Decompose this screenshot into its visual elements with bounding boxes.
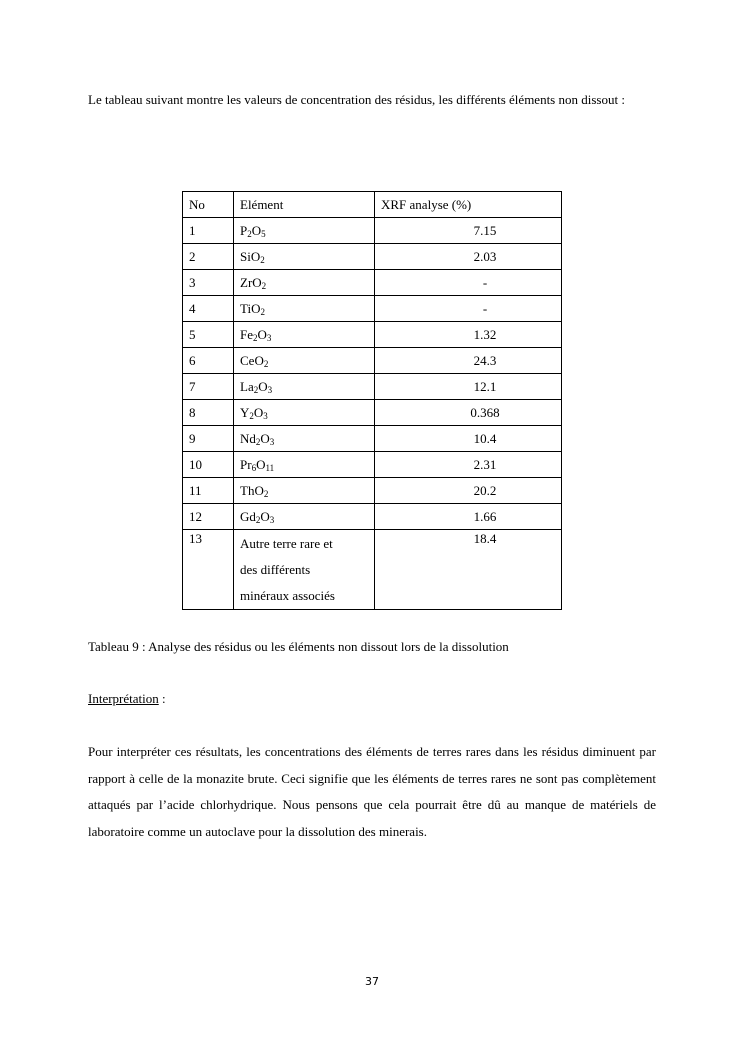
row-element [234,270,375,296]
formula-symbol: TiO [240,300,261,316]
row-xrf-value: 0.368 [375,400,562,426]
row-number: 8 [183,400,234,426]
header-element: Elément [234,192,375,218]
header-no: No [183,192,234,218]
row-element [234,374,375,400]
row-number: 3 [183,270,234,296]
formula-symbol: O [258,378,268,394]
row-xrf-value: 1.66 [375,504,562,530]
element-line: Autre terre rare et [240,536,333,551]
row-element [234,218,375,244]
row-xrf-value: 2.03 [375,244,562,270]
element-line: minéraux associés [240,588,335,603]
table-row [183,244,562,270]
row-element [234,478,375,504]
formula-subscript: 2 [255,514,261,525]
table-row [183,452,562,478]
formula-subscript: 3 [267,384,273,395]
formula-symbol: ThO [240,482,264,498]
interpretation-heading-line [88,691,166,707]
interpretation-heading: Interprétation [88,691,159,706]
row-element [234,452,375,478]
formula-subscript: 2 [255,436,261,447]
formula-symbol: La [240,378,254,394]
table-row [183,218,562,244]
row-element [234,530,375,610]
row-element [234,322,375,348]
row-xrf-value: 10.4 [375,426,562,452]
row-element [234,504,375,530]
table-header-row [183,192,562,218]
row-number: 10 [183,452,234,478]
formula-symbol: O [251,222,262,238]
row-xrf-value: 20.2 [375,478,562,504]
row-xrf-value: - [375,270,562,296]
formula-symbol: Nd [240,430,256,446]
formula-symbol: O [253,404,264,420]
table-row [183,504,562,530]
row-xrf-value: 7.15 [375,218,562,244]
row-number: 2 [183,244,234,270]
table-row [183,400,562,426]
table-row [183,374,562,400]
formula-subscript: 2 [249,410,254,421]
formula-subscript: 3 [263,410,268,421]
formula-symbol: Gd [240,508,256,524]
formula-subscript: 2 [263,358,269,369]
table-row [183,426,562,452]
row-number: 6 [183,348,234,374]
page-number: 37 [365,975,379,988]
interpretation-heading-suffix: : [158,691,166,706]
formula-subscript: 2 [253,332,258,343]
formula-symbol: Y [240,404,250,420]
row-xrf-value: 24.3 [375,348,562,374]
formula-subscript: 2 [261,280,267,291]
formula-symbol: CeO [240,352,264,368]
row-xrf-value: 1.32 [375,322,562,348]
table-row [183,296,562,322]
formula-symbol: SiO [240,248,261,264]
formula-subscript: 2 [260,254,265,265]
formula-symbol: O [257,326,267,342]
formula-symbol: O [260,430,270,446]
formula-subscript: 2 [260,306,265,317]
row-xrf-value: - [375,296,562,322]
formula-subscript: 6 [251,462,257,473]
row-xrf-value: 18.4 [375,530,562,610]
table-row [183,530,562,610]
formula-symbol: O [256,456,266,472]
formula-symbol: P [240,222,248,238]
intro-paragraph: Le tableau suivant montre les valeurs de concentration des résidus, les différents éléments non dissout : [88,92,625,107]
row-element [234,426,375,452]
formula-subscript: 2 [253,384,259,395]
residue-table [182,191,562,610]
formula-symbol: Fe [240,326,253,342]
formula-subscript: 11 [265,462,275,473]
formula-subscript: 3 [266,332,272,343]
table-caption: Tableau 9 : Analyse des résidus ou les éléments non dissout lors de la dissolution [88,639,509,654]
interpretation-paragraph: Pour interpréter ces résultats, les concentrations des éléments de terres rares dans les résidus diminuent par rapport à celle de la monazite brute. Ceci signifie que les éléments de terres rares ne sont pas complètement attaqués par l’acide chlorhydrique. Nous pensons que cela pourrait être dû au manque de matériels de laboratoire comme un autoclave pour la dissolution des minerais. [88,744,656,839]
table-row [183,348,562,374]
table-row [183,322,562,348]
element-line: des différents [240,562,311,577]
formula-symbol: Pr [240,456,252,472]
formula-symbol: ZrO [240,274,262,290]
formula-subscript: 5 [261,228,266,239]
row-number: 1 [183,218,234,244]
formula-subscript: 3 [269,436,275,447]
formula-subscript: 2 [263,488,269,499]
row-element [234,296,375,322]
row-number: 9 [183,426,234,452]
table-row [183,270,562,296]
formula-subscript: 3 [269,514,275,525]
table-row [183,478,562,504]
row-element [234,244,375,270]
header-xrf: XRF analyse (%) [375,192,562,218]
row-number: 12 [183,504,234,530]
row-element [234,348,375,374]
row-number: 13 [183,530,234,610]
formula-symbol: O [260,508,270,524]
row-xrf-value: 12.1 [375,374,562,400]
row-number: 5 [183,322,234,348]
row-number: 7 [183,374,234,400]
row-xrf-value: 2.31 [375,452,562,478]
row-number: 11 [183,478,234,504]
row-element [234,400,375,426]
formula-subscript: 2 [247,228,252,239]
row-number: 4 [183,296,234,322]
